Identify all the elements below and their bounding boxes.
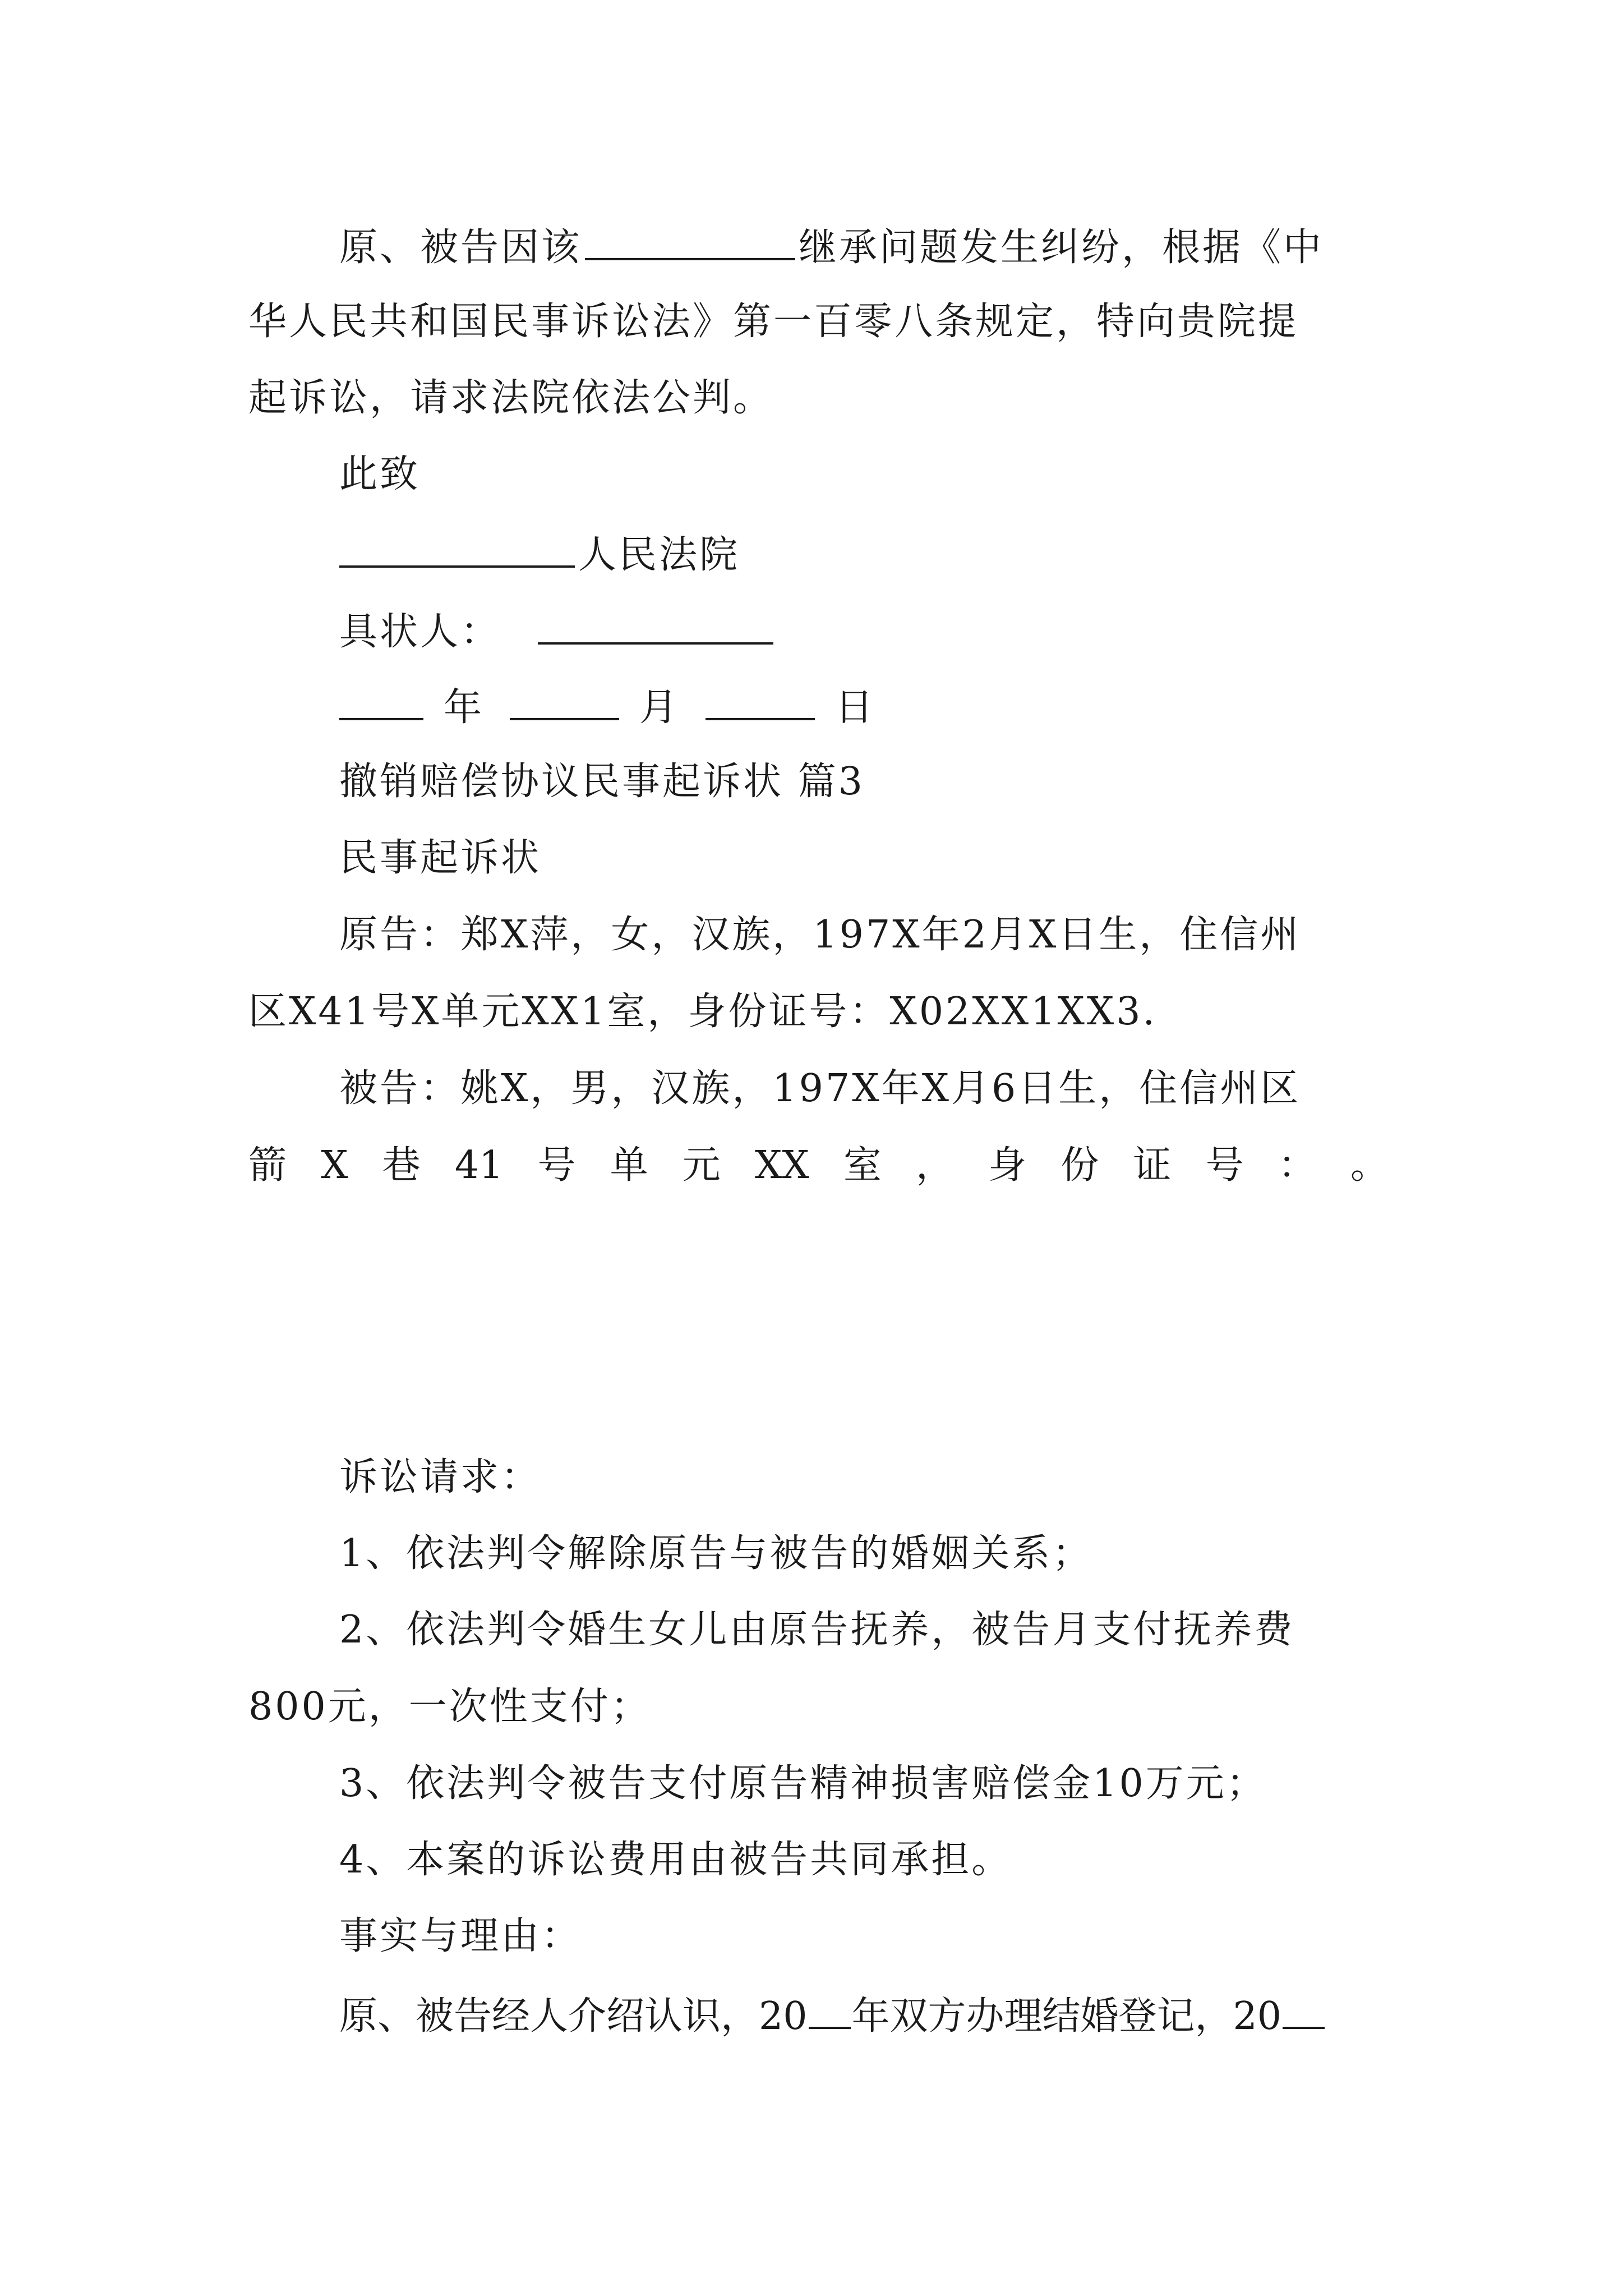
section-title: 撤销赔偿协议民事起诉状 篇3 bbox=[339, 760, 865, 804]
court-line bbox=[339, 533, 740, 577]
day-label: 日 bbox=[835, 685, 876, 730]
address-token: 号 bbox=[537, 1143, 576, 1188]
claim-1: 1、依法判令解除原告与被告的婚姻关系； bbox=[339, 1531, 1093, 1576]
facts-heading: 事实与理由： bbox=[339, 1914, 582, 1958]
address-token: 号 bbox=[1205, 1143, 1244, 1188]
claim-4: 4、本案的诉讼费用由被告共同承担。 bbox=[339, 1838, 1012, 1882]
month-label: 月 bbox=[639, 685, 680, 730]
claim-2-line-2: 800元，一次性支付； bbox=[248, 1685, 651, 1729]
court-label: 人民法院 bbox=[578, 533, 740, 577]
claim-3: 3、依法判令被告支付原告精神损害赔偿金10万元； bbox=[339, 1761, 1267, 1806]
address-token: ： bbox=[1278, 1143, 1316, 1188]
defendant-line-2 bbox=[248, 1143, 1389, 1188]
address-token: 巷 bbox=[382, 1143, 421, 1188]
claims-heading: 诉讼请求： bbox=[339, 1455, 542, 1499]
signer-label: 具状人： bbox=[339, 610, 501, 654]
address-token: X bbox=[321, 1143, 348, 1188]
signer-line bbox=[339, 610, 777, 654]
claim-2-line-1: 2、依法判令婚生女儿由原告抚养，被告月支付抚养费 bbox=[339, 1608, 1295, 1652]
address-token: 单 bbox=[610, 1143, 648, 1188]
paragraph-text: 继承问题发生纠纷，根据《中 bbox=[799, 226, 1324, 270]
fill-blank bbox=[538, 610, 773, 645]
address-token: ， bbox=[916, 1143, 955, 1188]
address-token: XX bbox=[754, 1143, 809, 1188]
address-token: 份 bbox=[1061, 1143, 1099, 1188]
fill-blank bbox=[339, 533, 575, 568]
address-token: 41 bbox=[454, 1143, 504, 1188]
paragraph-1-line-3: 起诉讼，请求法院依法公判。 bbox=[248, 376, 774, 420]
year-blank bbox=[339, 685, 423, 720]
facts-text: 原、被告经人介绍认识，20 bbox=[339, 1994, 808, 2039]
paragraph-1-line-1 bbox=[339, 226, 1324, 270]
address-token: 室 bbox=[843, 1143, 882, 1188]
address-token: 箭 bbox=[248, 1143, 287, 1188]
day-blank bbox=[706, 685, 815, 720]
document-title: 民事起诉状 bbox=[339, 836, 542, 880]
address-token: 身 bbox=[988, 1143, 1027, 1188]
facts-text: 年双方办理结婚登记，20 bbox=[851, 1994, 1282, 2039]
address-token: 元 bbox=[682, 1143, 721, 1188]
fill-blank bbox=[1283, 1994, 1325, 2029]
plaintiff-line-2: 区X41号X单元XX1室，身份证号：X02XX1XX3. bbox=[248, 990, 1158, 1034]
paragraph-1-line-2: 华人民共和国民事诉讼法》第一百零八条规定，特向贵院提 bbox=[248, 300, 1299, 344]
defendant-line-1: 被告：姚X，男，汉族，197X年X月6日生，住信州区 bbox=[339, 1066, 1301, 1111]
year-label: 年 bbox=[444, 685, 485, 730]
paragraph-text: 原、被告因该 bbox=[339, 226, 582, 270]
salutation: 此致 bbox=[339, 452, 421, 496]
fill-blank bbox=[809, 1994, 851, 2029]
address-token: 。 bbox=[1350, 1143, 1389, 1188]
address-token: 证 bbox=[1133, 1143, 1172, 1188]
date-line bbox=[339, 685, 876, 730]
month-blank bbox=[510, 685, 619, 720]
plaintiff-line-1: 原告：郑X萍，女，汉族，197X年2月X日生，住信州 bbox=[339, 913, 1301, 957]
facts-line-1 bbox=[339, 1994, 1326, 2039]
fill-blank bbox=[585, 226, 795, 260]
